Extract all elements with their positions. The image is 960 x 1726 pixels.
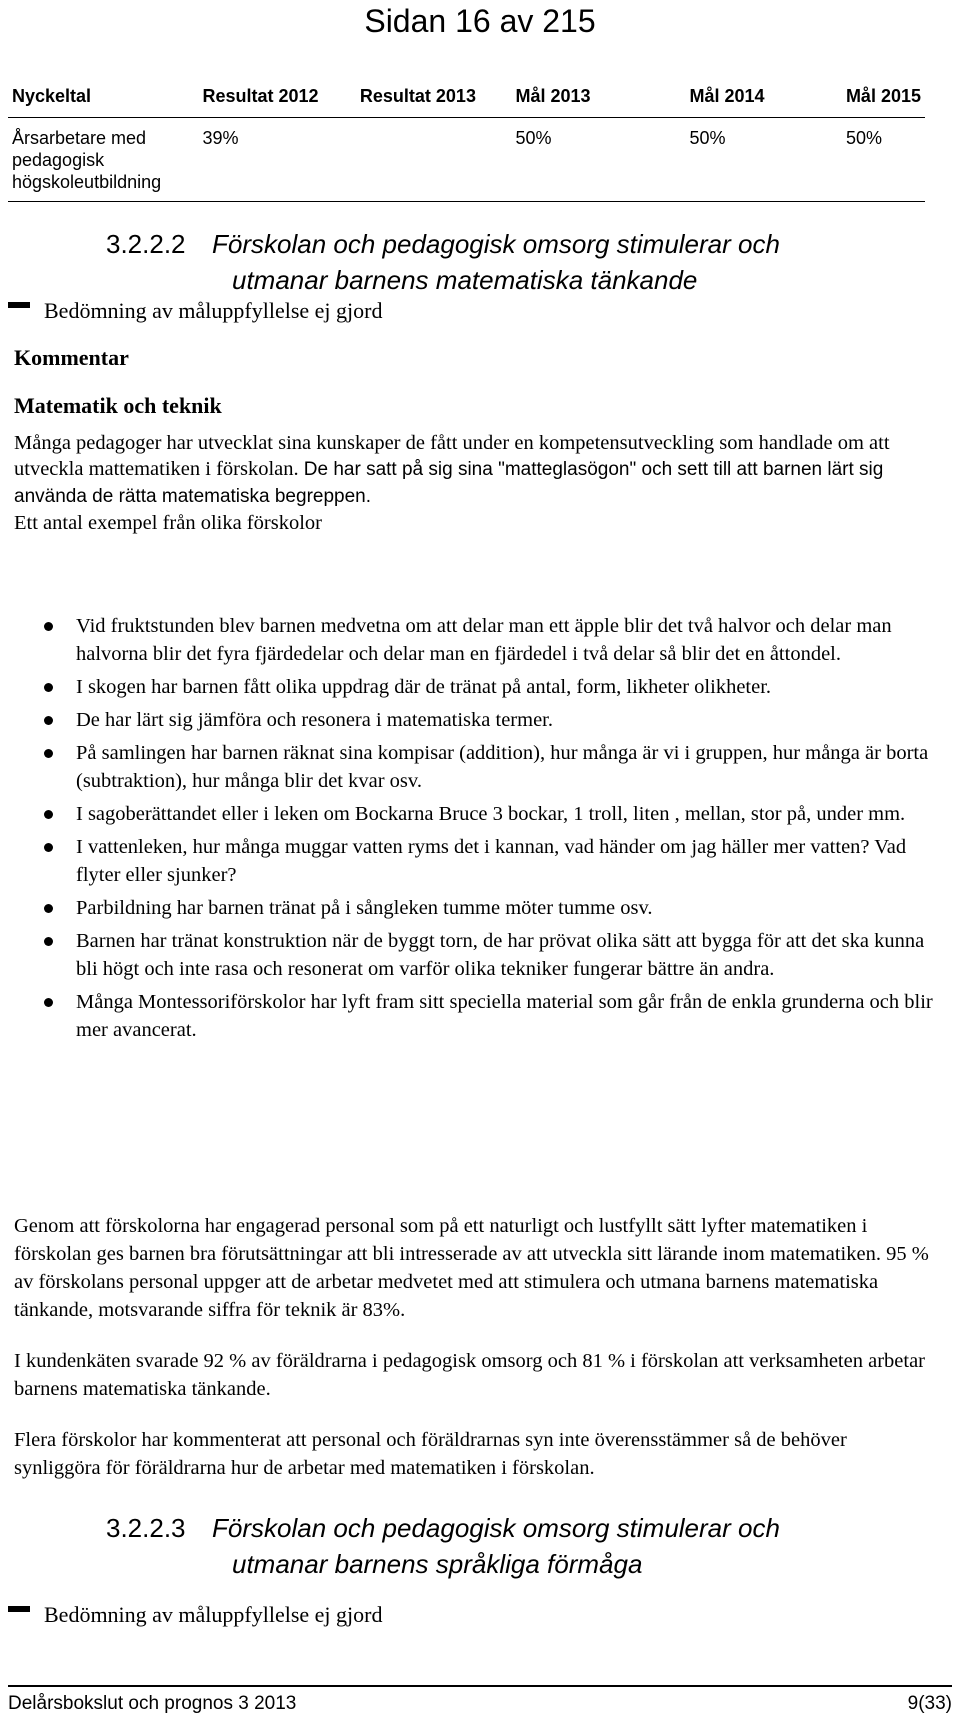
comment-label: Kommentar (14, 345, 129, 370)
bullet-icon (44, 904, 53, 913)
assessment-status (8, 296, 383, 326)
table-header-row (8, 78, 925, 118)
section-title-line1: Förskolan och pedagogisk omsorg stimulerar och (212, 229, 780, 259)
intro-text-2: De har satt på sig sina "matteglasögon" och sett till att barnen lärt sig använda de rätta matematiska begreppen. (14, 459, 884, 507)
column-header: Resultat 2012 (198, 78, 355, 118)
list-item-text: I sagoberättandet eller i leken om Bockarna Bruce 3 bockar, 1 troll, liten , mellan, stor på, under mm. (76, 803, 906, 825)
list-item-text: Barnen har tränat konstruktion när de byggt torn, de har prövat olika sätt att bygga för att det ska kunna bli högt och inte rasa och resonerat om varför olika tekniker fungerar bättre än andra. (76, 930, 925, 980)
table-cell: 50% (686, 118, 842, 202)
list-item (14, 988, 934, 1044)
assessment-text: Bedömning av måluppfyllelse ej gjord (44, 1602, 383, 1627)
remarks-paragraph: Flera förskolor har kommenterat att personal och föräldrarnas syn inte överensstämmer så de behöver synliggöra för föräldrarna hur de arbetar med matematiken i förskolan. (14, 1429, 847, 1479)
column-header: Nyckeltal (8, 78, 198, 118)
page-footer (8, 1685, 952, 1715)
list-item (14, 927, 934, 983)
intro-text-3: Ett antal exempel från olika förskolor (14, 512, 322, 534)
column-header: Mål 2014 (686, 78, 842, 118)
footer-document-title: Delårsbokslut och prognos 3 2013 (8, 1693, 297, 1714)
assessment-text: Bedömning av måluppfyllelse ej gjord (44, 298, 383, 323)
section-title-line2: utmanar barnens språkliga förmåga (232, 1549, 643, 1579)
bullet-icon (44, 622, 53, 631)
assessment-status (8, 1600, 383, 1630)
survey-paragraph: I kundenkäten svarade 92 % av föräldrarna i pedagogisk omsorg och 81 % i förskolan att verksamheten arbetar barnens matematiska tänkande. (14, 1350, 925, 1400)
intro-paragraph (14, 430, 934, 536)
list-item (14, 706, 934, 734)
list-item-text: Många Montessoriförskolor har lyft fram sitt speciella material som går från de enkla grunderna och blir mer avancerat. (76, 991, 933, 1041)
list-item-text: De har lärt sig jämföra och resonera i matematiska termer. (76, 709, 553, 731)
table-row (8, 118, 925, 202)
section-number: 3.2.2.3 (106, 1513, 186, 1543)
section-heading (106, 1510, 780, 1582)
section-number: 3.2.2.2 (106, 229, 186, 259)
dash-icon (8, 1606, 30, 1612)
list-item (14, 612, 934, 668)
section-title-line2: utmanar barnens matematiska tänkande (232, 265, 698, 295)
examples-list (14, 612, 934, 1049)
bullet-icon (44, 810, 53, 819)
bullet-icon (44, 749, 53, 758)
table-cell-label: Årsarbetare med pedagogisk högskoleutbildning (8, 118, 198, 202)
list-item-text: Parbildning har barnen tränat på i sångleken tumme möter tumme osv. (76, 897, 653, 919)
page-header: Sidan 16 av 215 (364, 3, 596, 39)
summary-paragraph: Genom att förskolorna har engagerad personal som på ett naturligt och lustfyllt sätt lyfter matematiken i förskolan ges barnen bra förutsättningar att bli intresserade av att utveckla sitt lärande inom matematiken. 95 % av förskolans personal uppger att de arbetar medvetet med att stimulera och utmana barnens matematiska tänkande, motsvarande siffra för teknik är 83%. (14, 1215, 929, 1321)
bullet-icon (44, 716, 53, 725)
list-item (14, 833, 934, 889)
table-cell (356, 118, 512, 202)
table-cell: 50% (511, 118, 685, 202)
list-item-text: I skogen har barnen fått olika uppdrag där de tränat på antal, form, likheter olikheter. (76, 676, 772, 698)
list-item (14, 800, 934, 828)
footer-page-number: 9(33) (907, 1693, 952, 1714)
column-header: Resultat 2013 (356, 78, 512, 118)
intro-text-1: Många pedagoger har utvecklat sina kunskaper de fått under en kompetensutveckling som handlade om att utveckla mattematiken i förskolan. (14, 432, 890, 480)
list-item-text: På samlingen har barnen räknat sina kompisar (addition), hur många är vi i gruppen, hur många är borta (subtraktion), hur många blir det kvar osv. (76, 742, 929, 792)
bullet-icon (44, 683, 53, 692)
list-item (14, 673, 934, 701)
list-item (14, 739, 934, 795)
subheading: Matematik och teknik (14, 393, 222, 418)
section-heading (106, 226, 780, 298)
section-title-line1: Förskolan och pedagogisk omsorg stimulerar och (212, 1513, 780, 1543)
dash-icon (8, 302, 30, 308)
column-header: Mål 2015 (842, 78, 925, 118)
table-cell: 39% (198, 118, 355, 202)
list-item-text: Vid fruktstunden blev barnen medvetna om att delar man ett äpple blir det två halvor och delar man halvorna blir det fyra fjärdedelar och delar man en fjärdedel i två delar så blir det en åttondel. (76, 615, 892, 665)
column-header: Mål 2013 (511, 78, 685, 118)
bullet-icon (44, 843, 53, 852)
table-cell: 50% (842, 118, 925, 202)
bullet-icon (44, 937, 53, 946)
kpi-table (8, 78, 925, 202)
bullet-icon (44, 998, 53, 1007)
list-item (14, 894, 934, 922)
list-item-text: I vattenleken, hur många muggar vatten ryms det i kannan, vad händer om jag häller mer vatten? Vad flyter eller sjunker? (76, 836, 907, 886)
